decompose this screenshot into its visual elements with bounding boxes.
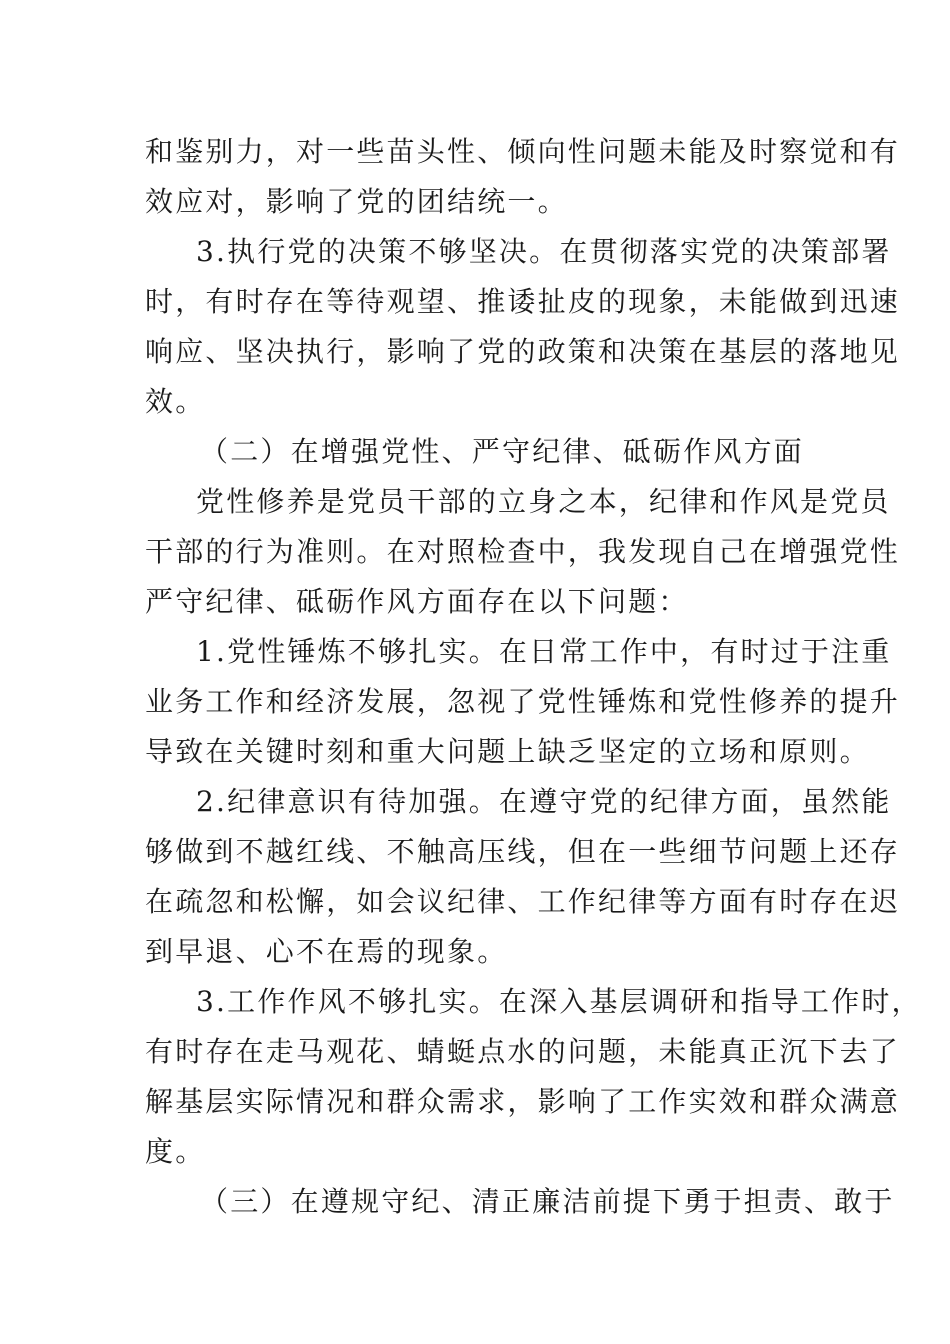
paragraph-start: 党性修养是党员干部的立身之本，纪律和作风是党员 [196, 485, 891, 518]
text-line: 效。 [145, 385, 206, 418]
text-line: 严守纪律、砥砺作风方面存在以下问题： [145, 585, 689, 618]
text-line: 效应对，影响了党的团结统一。 [145, 185, 568, 218]
section-heading: （三）在遵规守纪、清正廉洁前提下勇于担责、敢于 [200, 1185, 895, 1218]
text-line: 够做到不越红线、不触高压线，但在一些细节问题上还存 [145, 835, 901, 868]
text-line: 在疏忽和松懈，如会议纪律、工作纪律等方面有时存在迟 [145, 885, 901, 918]
text-line: 解基层实际情况和群众需求，影响了工作实效和群众满意 [145, 1085, 901, 1118]
text-line: 响应、坚决执行，影响了党的政策和决策在基层的落地见 [145, 335, 901, 368]
text-line: 度。 [145, 1135, 206, 1168]
text-line: 有时存在走马观花、蜻蜓点水的问题，未能真正沉下去了 [145, 1035, 901, 1068]
text-line: 和鉴别力，对一些苗头性、倾向性问题未能及时察觉和有 [145, 135, 901, 168]
text-line: 业务工作和经济发展，忽视了党性锤炼和党性修养的提升 [145, 685, 901, 718]
section-heading: （二）在增强党性、严守纪律、砥砺作风方面 [200, 435, 805, 468]
text-line: 到早退、心不在焉的现象。 [145, 935, 508, 968]
list-item-heading: 3.工作作风不够扎实。在深入基层调研和指导工作时， [196, 985, 922, 1018]
text-line: 干部的行为准则。在对照检查中，我发现自己在增强党性 [145, 535, 901, 568]
list-item-heading: 2.纪律意识有待加强。在遵守党的纪律方面，虽然能 [196, 785, 892, 818]
text-line: 时，有时存在等待观望、推诿扯皮的现象，未能做到迅速 [145, 285, 901, 318]
list-item-heading: 1.党性锤炼不够扎实。在日常工作中，有时过于注重 [196, 635, 892, 668]
text-line: 导致在关键时刻和重大问题上缺乏坚定的立场和原则。 [145, 735, 870, 768]
list-item-heading: 3.执行党的决策不够坚决。在贯彻落实党的决策部署 [196, 235, 892, 268]
